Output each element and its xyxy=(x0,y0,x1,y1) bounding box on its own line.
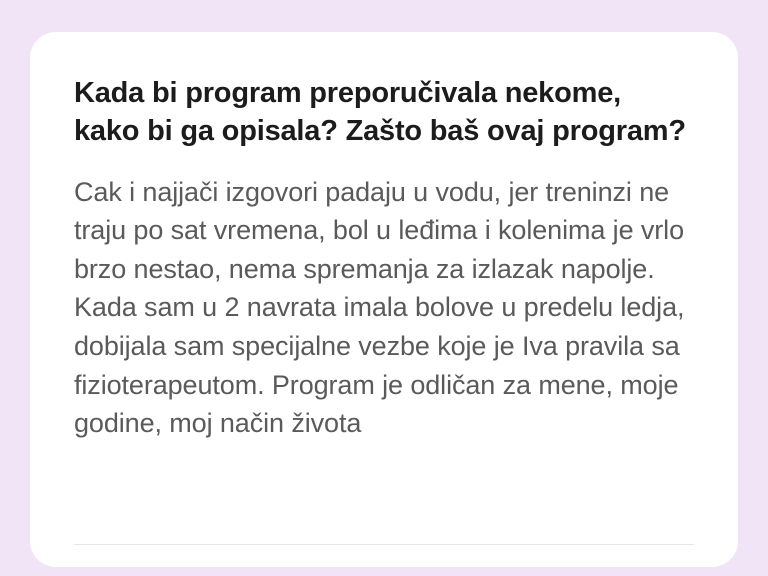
testimonial-card xyxy=(30,32,738,567)
question-text: Kada bi program preporučivala nekome, kako bi ga opisala? Zašto baš ovaj program? xyxy=(74,77,686,148)
answer-text: Cak i najjači izgovori padaju u vodu, jer treninzi ne traju po sat vremena, bol u leđima i kolenima je vrlo brzo nestao, nema spremanja za izlazak napolje. Kada sam u 2 navrata imala bolove u predelu ledja, dobijala sam specijalne vezbe koje je Iva pravila sa fizioterapeutom. Program je odličan za mene, moje godine, moj način života xyxy=(74,176,685,439)
card-divider xyxy=(74,544,694,545)
